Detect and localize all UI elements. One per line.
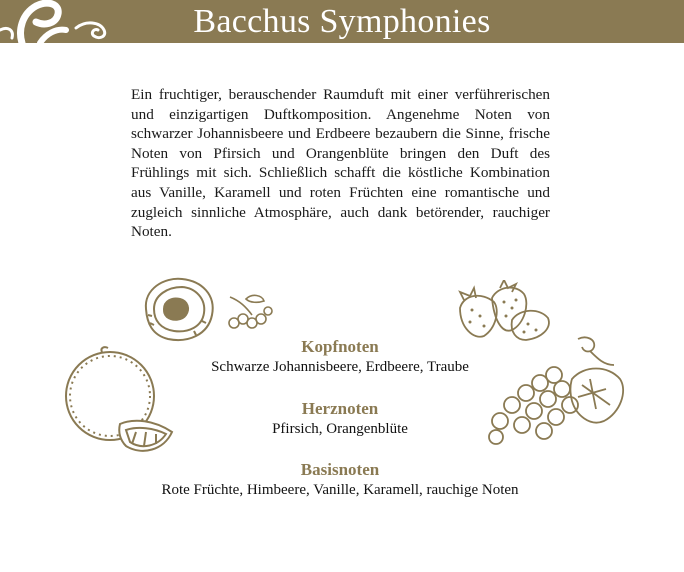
heart-notes-value: Pfirsich, Orangenblüte [272,421,408,437]
base-notes-heading: Basisnoten [300,460,380,479]
header-bar [0,0,684,43]
fragrance-description: Ein fruchtiger, berauschender Raumduft mit einer verführerischen und einzigartigen Duftkomposition. Angenehme Noten von schwarzer Johannisbeere und Erdbeere bezaubern die Sinne, frische Noten von Pfirsich und Orangenblüte bringen den Duft des Frühlings mit sich. Schließlich schafft die köstliche Kombination aus Vanille, Karamell und roten Früchten eine romantische und zugleich sinnliche Atmosphäre, auch dank betörender, rauchiger Noten. [131,86,550,241]
base-notes-value: Rote Früchte, Himbeere, Vanille, Karamell, rauchige Noten [161,482,519,498]
peach-icon [136,273,220,345]
top-notes-value: Schwarze Johannisbeere, Erdbeere, Traube [211,359,469,375]
currant-icon [224,293,274,333]
heart-notes-heading: Herznoten [301,399,379,418]
top-notes-heading: Kopfnoten [301,337,379,356]
heart-notes-section [110,399,570,439]
page-title: Bacchus Symphonies [193,3,491,40]
base-notes-section [110,460,570,500]
top-notes-section [110,337,570,377]
